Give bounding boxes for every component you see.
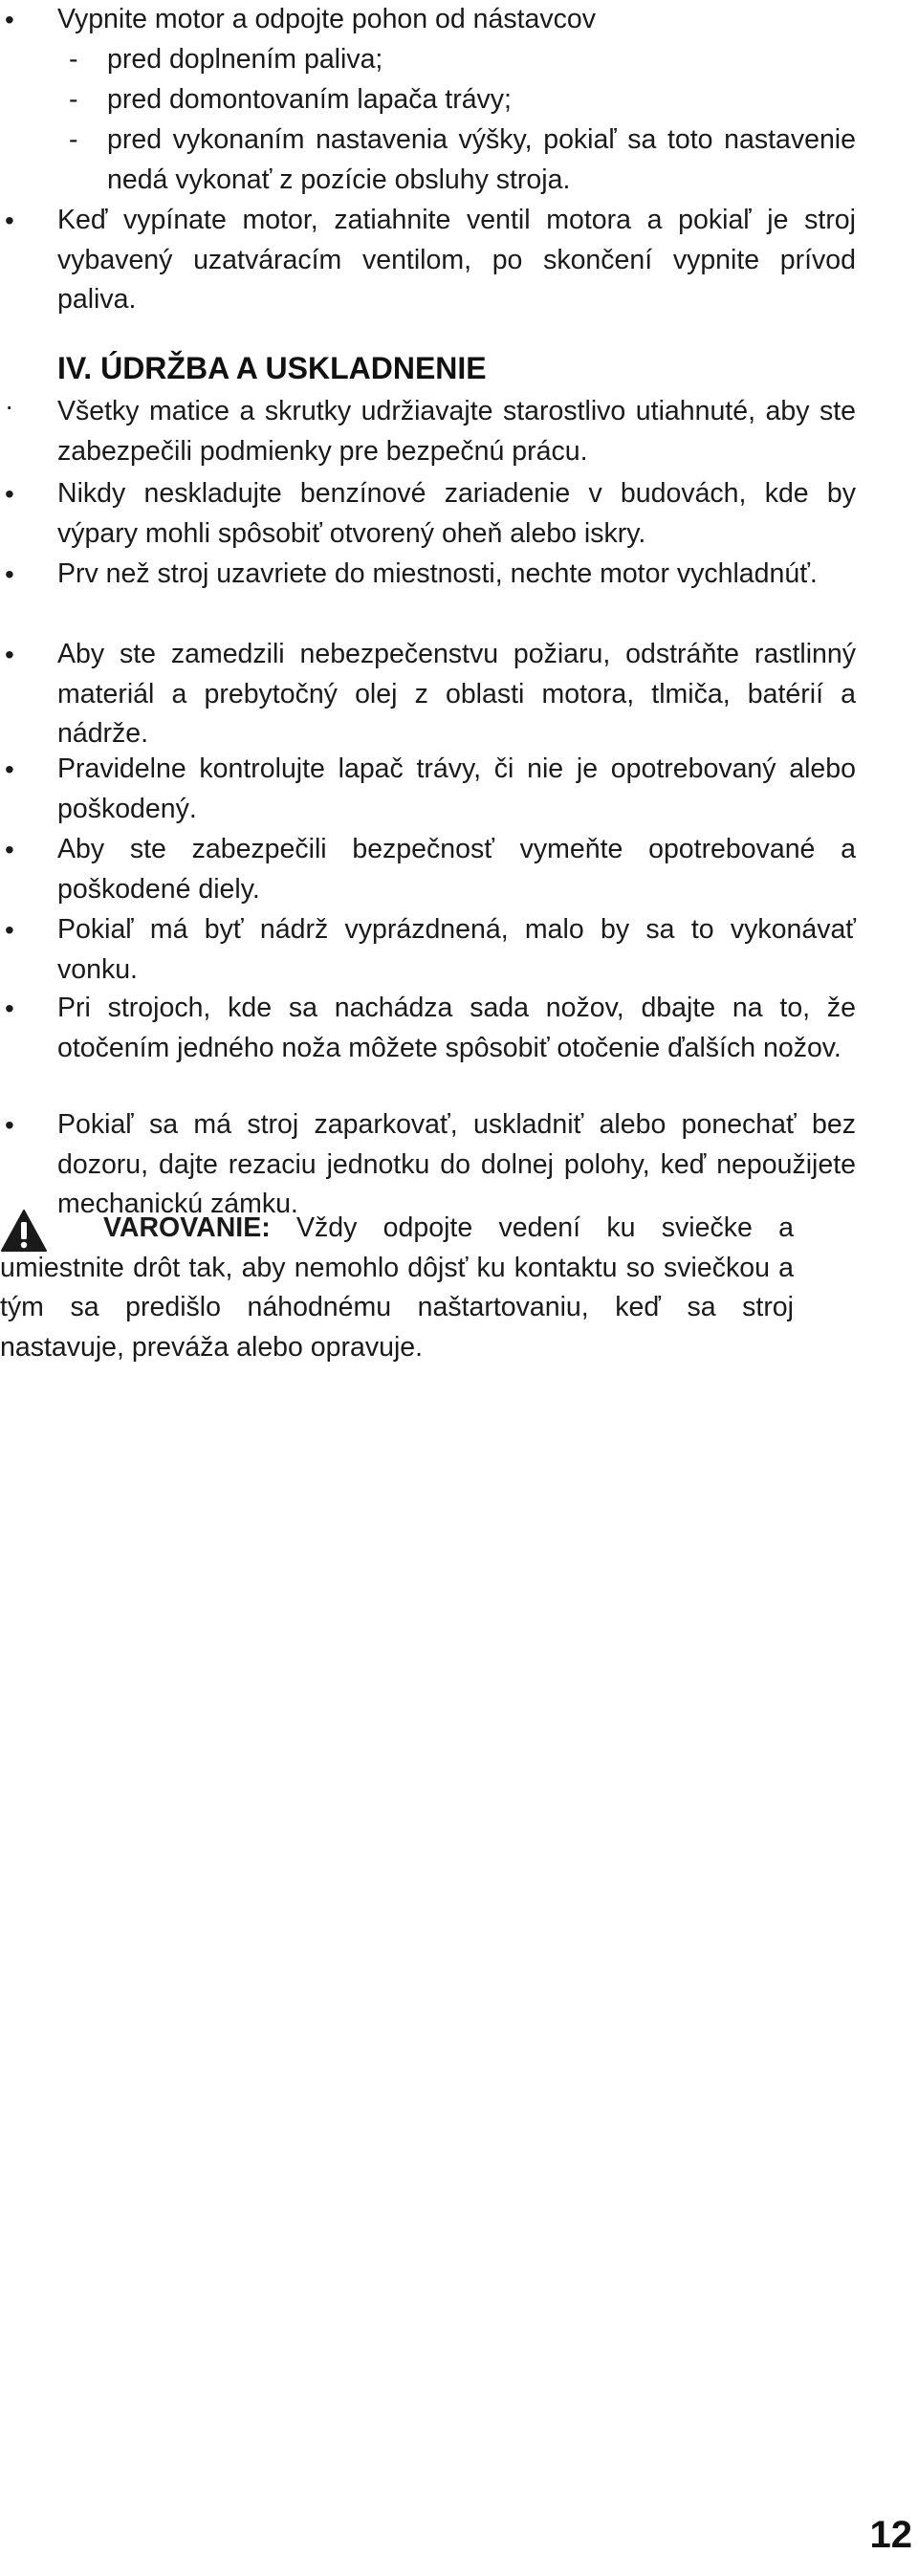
warning-label: VAROVANIE: [103,1212,271,1243]
dash-icon: - [69,44,78,75]
list-item-text: Pokiaľ sa má stroj zaparkovať, uskladniť alebo ponechať bez dozoru, dajte rezaciu jednotku do dolnej polohy, keď nepoužijete mechanickú zámku. [57,1109,856,1219]
warning-text-block [0,1209,794,1367]
warning-block [0,1209,794,1367]
bullet-dot-icon: • [5,479,14,509]
bullet-dot-icon: • [5,754,14,784]
bullet-dot-icon: • [5,206,14,235]
warning-triangle-icon [0,1209,48,1253]
warning-text: Vždy odpojte vedení ku sviečke a umiestnite drôt tak, aby nemohlo dôjsť ku kontaktu so sviečkou a tým sa predišlo náhodnému naštartovaniu, keď sa stroj nastavuje, preváža alebo opravuje. [0,1212,794,1363]
bullet-dot-icon: • [5,835,14,864]
bullet-dot-icon: • [5,640,14,669]
dash-icon: - [69,124,78,155]
bullet-dot-icon: • [5,915,14,945]
list-item-text: Prv než stroj uzavriete do miestnosti, nechte motor vychladnúť. [57,558,818,589]
list-item-text: Pokiaľ má byť nádrž vyprázdnená, malo by sa to vykonávať vonku. [57,914,856,985]
bullet-dot-icon: • [5,559,14,589]
page-number: 12 [869,2514,912,2556]
list-item-text: Aby ste zamedzili nebezpečenstvu požiaru, odstráňte rastlinný materiál a prebytočný olej z oblasti motora, tlmiča, batérií a nádrže. [57,639,856,749]
sub-list-item-text: pred domontovaním lapača trávy; [107,84,512,115]
sub-list-item-text: pred doplnením paliva; [107,44,383,75]
bullet-dot-icon: · [5,391,14,421]
section-heading: IV. ÚDRŽBA A USKLADNENIE [57,351,487,385]
list-item-text: Pri strojoch, kde sa nachádza sada nožov, dbajte na to, že otočením jedného noža môžete spôsobiť otočenie ďalších nožov. [57,993,856,1063]
sub-list-item-text: pred vykonaním nastavenia výšky, pokiaľ sa toto nastavenie nedá vykonať z pozície obsluhy stroja. [107,124,856,195]
list-item-text: Aby ste zabezpečili bezpečnosť vymeňte opotrebované a poškodené diely. [57,834,856,905]
bullet-dot-icon: • [5,993,14,1023]
bullet-dot-icon: • [5,5,14,34]
list-item-text: Vypnite motor a odpojte pohon od nástavcov [57,4,596,34]
list-item-text: Pravidelne kontrolujte lapač trávy, či nie je opotrebovaný alebo poškodený. [57,753,856,824]
dash-icon: - [69,84,78,115]
bullet-dot-icon: • [5,1110,14,1140]
list-item-text: Keď vypínate motor, zatiahnite ventil motora a pokiaľ je stroj vybavený uzatváracím ventilom, po skončení vypnite prívod paliva. [57,205,856,315]
list-item-text: Nikdy neskladujte benzínové zariadenie v budovách, kde by výpary mohli spôsobiť otvorený oheň alebo iskry. [57,478,856,549]
list-item-text: Všetky matice a skrutky udržiavajte starostlivo utiahnuté, aby ste zabezpečili podmienky pre bezpečnú prácu. [57,396,856,467]
